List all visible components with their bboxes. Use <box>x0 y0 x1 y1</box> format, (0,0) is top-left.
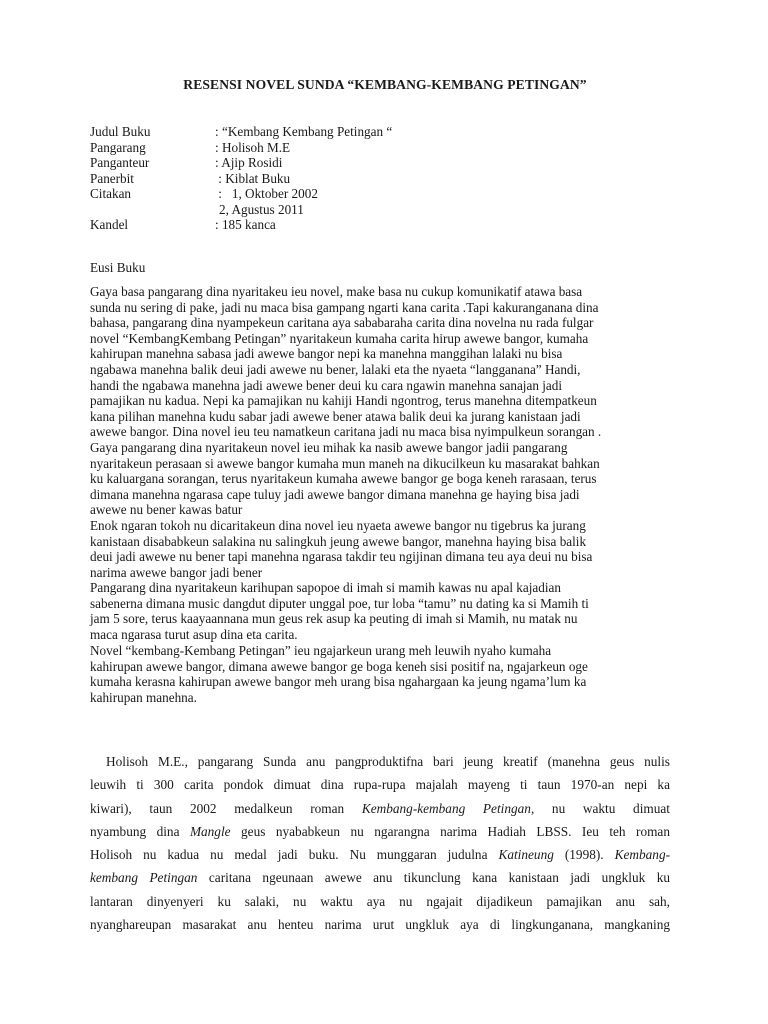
text-line: kahirupan awewe bangor, dimana awewe bangor ge boga keneh sisi positif na, ngajarkeun oge <box>90 658 588 674</box>
essay-text: (1998). <box>564 847 604 863</box>
novel-title-italic: Katineung <box>498 847 554 863</box>
review-paragraph-2 <box>90 643 688 705</box>
essay-line <box>90 843 670 866</box>
essay-line <box>90 890 670 913</box>
meta-row-introducer <box>90 155 392 171</box>
text-line: kanistaan disababkeun salakina nu salingkuh jeung awewe bangor, manehna haying bisa balik <box>90 533 587 549</box>
essay-text: Holisoh nu kadua nu medal jadi buku. Nu munggaran judulna <box>90 847 488 863</box>
text-line: sunda nu sering di pake, jadi nu maca bisa gampang ngarti kana carita .Tapi kakuranganana dina <box>90 299 599 315</box>
meta-label: Panerbit <box>90 170 134 186</box>
essay-line <box>90 866 670 889</box>
text-line: nyaritakeun perasaan si awewe bangor kumaha mun maneh na dikucilkeun ku masarakat bahkan <box>90 455 600 471</box>
essay-text: nyambung dina <box>90 823 180 839</box>
meta-row-title <box>90 124 392 140</box>
novel-title-italic: Kembang- <box>614 847 670 863</box>
meta-label: Panganteur <box>90 155 150 170</box>
text-line: narima awewe bangor jadi bener <box>90 564 263 580</box>
meta-row-author <box>90 140 392 156</box>
meta-label: Kandel <box>90 217 129 232</box>
text-line: jam 5 sore, terus kaayaannana mun geus rek asup ka peuting di imah si Mamih, nu matak nu <box>90 611 578 627</box>
text-line: maca ngarasa turut asup dina eta carita. <box>90 627 298 643</box>
essay-text: nyanghareupan masarakat anu henteu narima urut ungkluk aya di lingkunganana, mangkaning <box>90 917 670 933</box>
text-line: Pangarang dina nyaritakeun karihupan sapopoe di imah si mamih kawas nu apal kajadian <box>90 580 561 596</box>
text-line: kahirupan manehna. <box>90 689 197 705</box>
meta-value: : Holisoh M.E <box>215 139 291 155</box>
text-line: awewe bangor. Dina novel ieu teu namatkeun caritana jadi nu maca bisa nyimpulkeun sorangan . <box>90 424 602 440</box>
essay-text: lantaran dinyenyeri ku salaki, nu waktu aya nu ngajait dijadikeun pamajikan anu sah, <box>90 893 670 909</box>
text-line: ngabawa manehna balik deui jadi awewe nu bener, lalaki eta the nyaeta “langganana” Handi, <box>90 361 581 377</box>
meta-value: : “Kembang Kembang Petingan “ <box>215 124 393 139</box>
novel-title-italic: kembang Petingan <box>90 870 198 886</box>
meta-row-publisher <box>90 171 392 187</box>
review-paragraph-1 <box>90 284 688 643</box>
essay-line <box>90 797 670 820</box>
essay-text: , nu waktu dimuat <box>530 800 670 816</box>
essay-line <box>90 773 670 796</box>
text-line: deui jadi awewe nu bener tapi manehna ngarasa takdir teu ngijinan dimana teu aya deui nu bisa <box>90 549 593 565</box>
meta-value: 2, Agustus 2011 <box>219 201 304 217</box>
text-line: handi the ngabawa manehna jadi awewe bener deui ku cara ngawin manehna sanajan jadi <box>90 377 562 393</box>
essay-line <box>90 750 670 773</box>
text-line: Gaya pangarang dina nyaritakeun novel ieu mihak ka nasib awewe bangor jadii pangarang <box>90 439 568 455</box>
section-heading: Eusi Buku <box>90 260 146 275</box>
novel-title-italic: Kembang-kembang Petingan <box>361 800 531 816</box>
essay-line <box>90 913 670 936</box>
essay-line <box>90 820 670 843</box>
meta-row-pages <box>90 217 392 233</box>
text-line: awewe nu bener kawas batur <box>90 502 243 518</box>
meta-label: Judul Buku <box>90 124 151 139</box>
text-line: Novel “kembang-Kembang Petingan” ieu ngajarkeun urang meh leuwih nyaho kumaha <box>90 643 552 658</box>
essay-text: leuwih ti 300 carita pondok dimuat dina rupa-rupa majalah mayeng ti taun 1970-an nepi ka <box>90 777 670 793</box>
magazine-title-italic: Mangle <box>189 823 231 839</box>
text-line: sabenerna dimana music dangdut diputer unggal poe, tur loba “tamu” nu dating ka si Mamih ti <box>90 595 589 611</box>
meta-row-edition-2 <box>90 202 392 218</box>
text-line: novel “KembangKembang Petingan” nyaritakeun kumaha carita hirup awewe bangor, kumaha <box>90 330 589 346</box>
essay-text: geus nyababkeun nu ngarangna narima Hadiah LBSS. Ieu teh roman <box>241 823 670 839</box>
meta-row-edition <box>90 186 392 202</box>
meta-value: : 1, Oktober 2002 <box>215 186 318 201</box>
meta-value: : 185 kanca <box>215 217 276 232</box>
text-line: Enok ngaran tokoh nu dicaritakeun dina novel ieu nyaeta awewe bangor nu tigebrus ka jurang <box>90 517 586 533</box>
text-line: pamajikan nu kadua. Nepi ka pamajikan nu kahiji Handi ngontrog, terus manehna ditempatkeun <box>90 393 597 409</box>
text-line: dimana manehna ngarasa cape tuluy jadi awewe bangor dimana manehna ge haying bisa jadi <box>90 486 580 502</box>
meta-label: Citakan <box>90 186 132 201</box>
text-line: kahirupan manehna sabasa jadi awewe bangor nepi ka manehna manggihan lalaki nu bisa <box>90 346 563 362</box>
text-line: kumaha kerasna kahirupan awewe bangor meh urang bisa ngahargaan ka jeung ngama’lum ka <box>90 674 587 690</box>
essay-text: kiwari), taun 2002 medalkeun roman <box>90 800 345 816</box>
document-title: RESENSI NOVEL SUNDA “KEMBANG-KEMBANG PETINGAN” <box>183 77 587 92</box>
meta-label: Pangarang <box>90 139 146 155</box>
meta-value: : Ajip Rosidi <box>215 155 283 170</box>
text-line: bahasa, pangarang dina nyampekeun caritana aya sababaraha carita dina novelna nu rada fulgar <box>90 315 594 331</box>
text-line: kana pilihan manehna kudu sabar jadi awewe bener atawa balik deui ka jurang kanistaan jadi <box>90 408 581 424</box>
essay-text: Holisoh M.E., pangarang Sunda anu pangproduktifna bari jeung kreatif (manehna geus nulis <box>106 754 670 769</box>
text-line: ku kaluargana sorangan, terus nyaritakeun kumaha awewe bangor ge boga keneh rarasaan, terus <box>90 471 597 487</box>
essay-text: caritana ngeunaan awewe anu tikunclung kana kanistaan jadi ungkluk ku <box>208 870 670 886</box>
meta-value: : Kiblat Buku <box>215 170 291 186</box>
author-essay <box>90 750 670 936</box>
book-metadata <box>90 124 392 233</box>
text-line: Gaya basa pangarang dina nyaritakeu ieu novel, make basa nu cukup komunikatif atawa basa <box>90 284 583 299</box>
